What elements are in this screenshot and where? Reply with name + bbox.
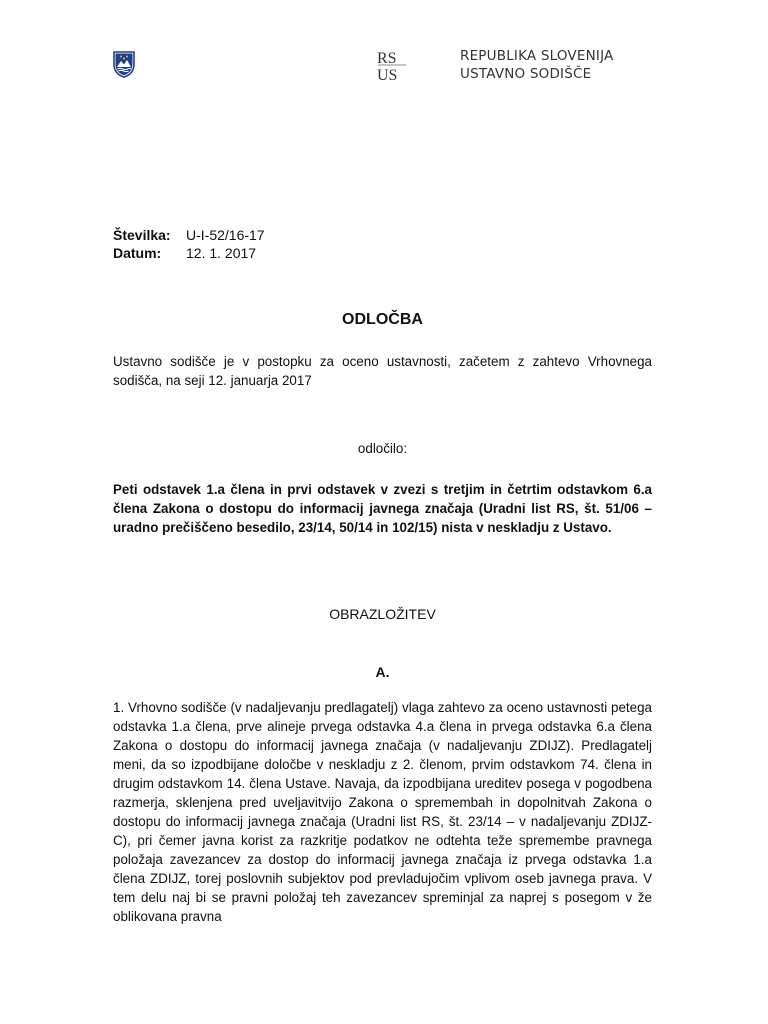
svg-text:RS: RS <box>377 50 397 67</box>
slovenia-coat-of-arms-icon <box>112 50 136 78</box>
date-value: 12. 1. 2017 <box>186 245 257 261</box>
date-label: Datum: <box>113 245 162 261</box>
case-number-value: U-I-52/16-17 <box>186 227 265 243</box>
svg-text:US: US <box>377 67 398 82</box>
ruling-paragraph: Peti odstavek 1.a člena in prvi odstavek v zvezi s tretjim in četrtim odstavkom 6.a člena Zakona o dostopu do informacij javnega značaja (Uradni list RS, št. 51/06 – uradno prečiščeno besedilo, 23/14, 50/14 in 102/15) nista v neskladju z Ustavo. <box>113 482 652 535</box>
reasoning-heading: OBRAZLOŽITEV <box>329 606 436 622</box>
date-row <box>113 244 265 262</box>
intro-paragraph: Ustavno sodišče je v postopku za oceno ustavnosti, začetem z zahtevo Vrhovnega sodišča, na seji 12. januarja 2017 <box>113 354 652 388</box>
case-number-row <box>113 226 265 244</box>
document-title: ODLOČBA <box>342 311 423 328</box>
rs-us-logo <box>376 48 408 82</box>
institution-name <box>460 47 613 83</box>
case-metadata <box>113 226 265 262</box>
case-number-label: Številka: <box>113 227 171 243</box>
decided-line: odločilo: <box>357 441 408 456</box>
institution-line-1: REPUBLIKA SLOVENIJA <box>460 48 614 64</box>
section-a-heading: A. <box>375 664 390 680</box>
institution-line-2: USTAVNO SODIŠČE <box>460 66 592 82</box>
paragraph-1: 1. Vrhovno sodišče (v nadaljevanju predlagatelj) vlaga zahtevo za oceno ustavnosti petega odstavka 1.a člena, prve alineje prvega odstavka 4.a člena in prvega odstavka 6.a člena Zakona o dostopu do informacij javnega značaja (v nadaljevanju ZDIJZ). Predlagatelj meni, da so izpodbijane določbe v neskladju z 2. členom, prvim odstavkom 74. člena in drugim odstavkom 14. člena Ustave. Navaja, da izpodbijana ureditev posega v pogodbena razmerja, sklenjena pred uveljavitvijo Zakona o spremembah in dopolnitvah Zakona o dostopu do informacij javnega značaja (Uradni list RS, št. 23/14 – v nadaljevanju ZDIJZ-C), pri čemer javna korist za razkritje podatkov ne odtehta teže spremembe pravnega položaja zavezancev za dostop do informacij javnega značaja iz prvega odstavka 1.a člena ZDIJZ, torej poslovnih subjektov pod prevladujočim vplivom oseb javnega prava. V tem delu naj bi se pravni položaj teh zavezancev spreminjal za naprej s posegom v že oblikovana pravna <box>113 700 652 924</box>
